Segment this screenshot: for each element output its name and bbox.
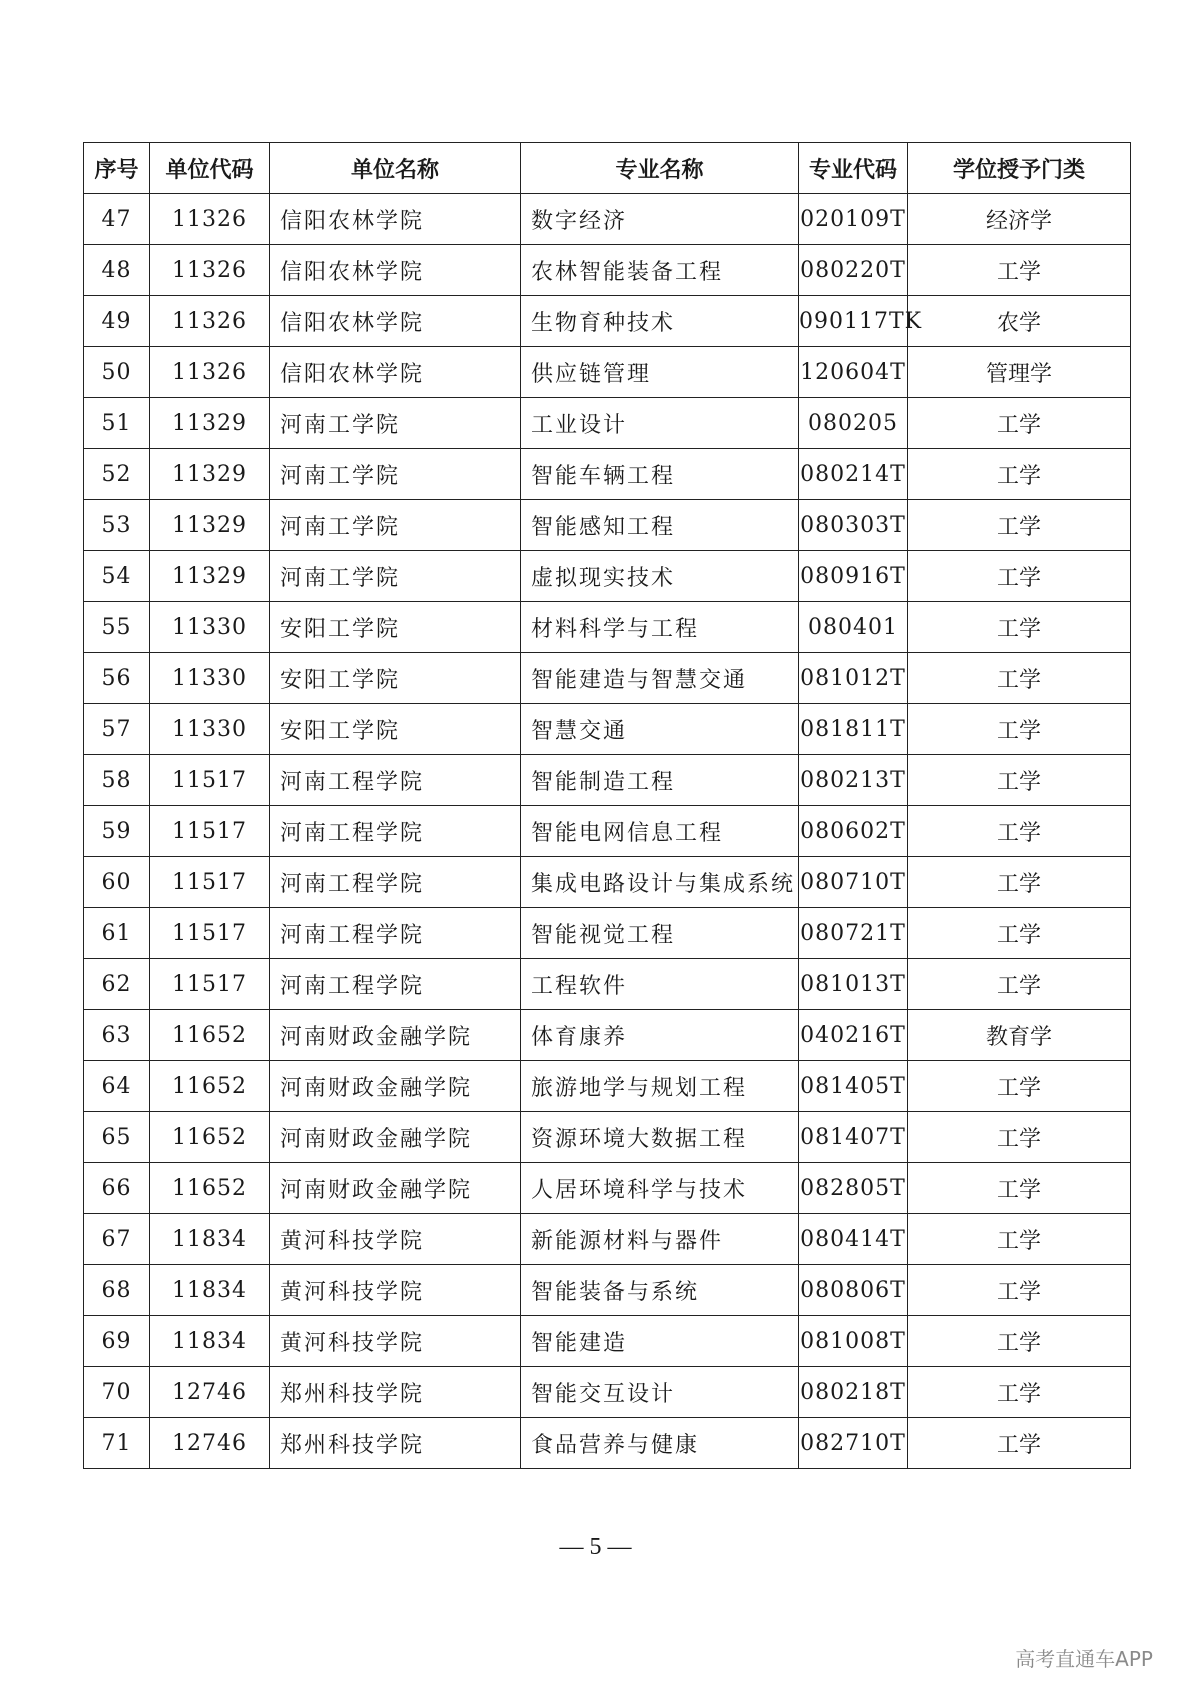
cell-index: 52 — [84, 449, 150, 500]
cell-unit-code: 11329 — [150, 449, 270, 500]
table-row — [84, 296, 1131, 347]
cell-unit-code: 11834 — [150, 1214, 270, 1265]
cell-unit-code: 11326 — [150, 296, 270, 347]
cell-major-code: 090117TK — [799, 296, 908, 347]
cell-unit-name: 河南工程学院 — [270, 857, 521, 908]
cell-unit-code: 11326 — [150, 245, 270, 296]
cell-index: 60 — [84, 857, 150, 908]
cell-unit-name: 黄河科技学院 — [270, 1316, 521, 1367]
cell-major-code: 120604T — [799, 347, 908, 398]
table-row — [84, 1316, 1131, 1367]
cell-degree-category: 工学 — [908, 1061, 1131, 1112]
cell-major-code: 081013T — [799, 959, 908, 1010]
cell-unit-name: 信阳农林学院 — [270, 296, 521, 347]
cell-major-code: 080401 — [799, 602, 908, 653]
cell-major-code: 081407T — [799, 1112, 908, 1163]
cell-major-code: 080806T — [799, 1265, 908, 1316]
cell-degree-category: 工学 — [908, 245, 1131, 296]
majors-table — [83, 142, 1131, 1469]
cell-degree-category: 工学 — [908, 653, 1131, 704]
table-row — [84, 194, 1131, 245]
cell-index: 59 — [84, 806, 150, 857]
cell-degree-category: 管理学 — [908, 347, 1131, 398]
table-row — [84, 551, 1131, 602]
cell-unit-name: 河南财政金融学院 — [270, 1112, 521, 1163]
cell-index: 70 — [84, 1367, 150, 1418]
cell-degree-category: 工学 — [908, 806, 1131, 857]
cell-unit-code: 11834 — [150, 1265, 270, 1316]
cell-major-code: 020109T — [799, 194, 908, 245]
table-row — [84, 908, 1131, 959]
cell-unit-name: 郑州科技学院 — [270, 1367, 521, 1418]
cell-index: 58 — [84, 755, 150, 806]
cell-unit-name: 河南工程学院 — [270, 755, 521, 806]
cell-unit-name: 河南财政金融学院 — [270, 1163, 521, 1214]
table-row — [84, 347, 1131, 398]
cell-unit-name: 郑州科技学院 — [270, 1418, 521, 1469]
cell-unit-code: 11652 — [150, 1163, 270, 1214]
cell-unit-name: 安阳工学院 — [270, 653, 521, 704]
cell-major-name: 农林智能装备工程 — [521, 245, 799, 296]
cell-unit-code: 11330 — [150, 704, 270, 755]
header-unit-code: 单位代码 — [150, 143, 270, 194]
table-row — [84, 806, 1131, 857]
table-row — [84, 857, 1131, 908]
cell-unit-code: 11326 — [150, 347, 270, 398]
table-row — [84, 959, 1131, 1010]
table-row — [84, 755, 1131, 806]
table-row — [84, 704, 1131, 755]
header-major-name: 专业名称 — [521, 143, 799, 194]
cell-degree-category: 工学 — [908, 1163, 1131, 1214]
cell-unit-code: 11517 — [150, 959, 270, 1010]
cell-major-code: 080721T — [799, 908, 908, 959]
table-row — [84, 398, 1131, 449]
cell-degree-category: 工学 — [908, 1316, 1131, 1367]
cell-unit-name: 河南财政金融学院 — [270, 1061, 521, 1112]
cell-index: 56 — [84, 653, 150, 704]
cell-index: 63 — [84, 1010, 150, 1061]
cell-major-name: 智能建造与智慧交通 — [521, 653, 799, 704]
cell-unit-code: 11326 — [150, 194, 270, 245]
cell-major-code: 081405T — [799, 1061, 908, 1112]
cell-major-code: 080710T — [799, 857, 908, 908]
cell-major-name: 人居环境科学与技术 — [521, 1163, 799, 1214]
cell-index: 53 — [84, 500, 150, 551]
table-row — [84, 1214, 1131, 1265]
cell-degree-category: 教育学 — [908, 1010, 1131, 1061]
table-row — [84, 1061, 1131, 1112]
cell-index: 69 — [84, 1316, 150, 1367]
cell-degree-category: 工学 — [908, 500, 1131, 551]
table-row — [84, 1010, 1131, 1061]
table-header-row — [84, 143, 1131, 194]
cell-unit-code: 12746 — [150, 1418, 270, 1469]
cell-unit-name: 河南工学院 — [270, 500, 521, 551]
cell-major-name: 智能电网信息工程 — [521, 806, 799, 857]
cell-index: 51 — [84, 398, 150, 449]
cell-major-code: 080218T — [799, 1367, 908, 1418]
cell-major-name: 智能装备与系统 — [521, 1265, 799, 1316]
header-degree-category: 学位授予门类 — [908, 143, 1131, 194]
table-row — [84, 245, 1131, 296]
cell-unit-code: 11517 — [150, 755, 270, 806]
cell-major-name: 智能交互设计 — [521, 1367, 799, 1418]
cell-major-name: 工业设计 — [521, 398, 799, 449]
cell-unit-code: 11517 — [150, 806, 270, 857]
cell-degree-category: 工学 — [908, 551, 1131, 602]
cell-index: 68 — [84, 1265, 150, 1316]
cell-major-code: 082805T — [799, 1163, 908, 1214]
cell-index: 62 — [84, 959, 150, 1010]
cell-major-name: 资源环境大数据工程 — [521, 1112, 799, 1163]
header-major-code: 专业代码 — [799, 143, 908, 194]
cell-major-name: 工程软件 — [521, 959, 799, 1010]
cell-major-code: 080213T — [799, 755, 908, 806]
table-row — [84, 1112, 1131, 1163]
cell-unit-code: 11652 — [150, 1112, 270, 1163]
cell-index: 67 — [84, 1214, 150, 1265]
table-row — [84, 653, 1131, 704]
cell-unit-name: 黄河科技学院 — [270, 1265, 521, 1316]
cell-major-code: 080602T — [799, 806, 908, 857]
cell-major-code: 080414T — [799, 1214, 908, 1265]
cell-major-name: 智能车辆工程 — [521, 449, 799, 500]
cell-major-code: 040216T — [799, 1010, 908, 1061]
cell-major-name: 生物育种技术 — [521, 296, 799, 347]
cell-degree-category: 工学 — [908, 908, 1131, 959]
cell-index: 66 — [84, 1163, 150, 1214]
cell-index: 71 — [84, 1418, 150, 1469]
cell-major-code: 081811T — [799, 704, 908, 755]
cell-major-name: 材料科学与工程 — [521, 602, 799, 653]
cell-major-name: 集成电路设计与集成系统 — [521, 857, 799, 908]
table-row — [84, 1367, 1131, 1418]
cell-unit-name: 河南工学院 — [270, 398, 521, 449]
cell-major-name: 供应链管理 — [521, 347, 799, 398]
cell-unit-code: 11652 — [150, 1061, 270, 1112]
cell-index: 61 — [84, 908, 150, 959]
cell-major-name: 体育康养 — [521, 1010, 799, 1061]
cell-major-name: 智能视觉工程 — [521, 908, 799, 959]
cell-unit-name: 河南工程学院 — [270, 806, 521, 857]
cell-unit-code: 11329 — [150, 551, 270, 602]
table-row — [84, 602, 1131, 653]
header-index: 序号 — [84, 143, 150, 194]
cell-unit-code: 11652 — [150, 1010, 270, 1061]
cell-degree-category: 工学 — [908, 398, 1131, 449]
table-row — [84, 1163, 1131, 1214]
cell-degree-category: 工学 — [908, 1265, 1131, 1316]
cell-major-name: 虚拟现实技术 — [521, 551, 799, 602]
cell-degree-category: 工学 — [908, 1418, 1131, 1469]
cell-unit-name: 信阳农林学院 — [270, 347, 521, 398]
cell-major-code: 080220T — [799, 245, 908, 296]
cell-index: 48 — [84, 245, 150, 296]
table-row — [84, 1265, 1131, 1316]
cell-unit-code: 12746 — [150, 1367, 270, 1418]
table-row — [84, 1418, 1131, 1469]
cell-degree-category: 工学 — [908, 704, 1131, 755]
cell-index: 55 — [84, 602, 150, 653]
cell-degree-category: 工学 — [908, 959, 1131, 1010]
cell-major-code: 080214T — [799, 449, 908, 500]
cell-major-code: 080205 — [799, 398, 908, 449]
cell-degree-category: 工学 — [908, 1214, 1131, 1265]
cell-degree-category: 工学 — [908, 1112, 1131, 1163]
table-row — [84, 449, 1131, 500]
cell-major-name: 食品营养与健康 — [521, 1418, 799, 1469]
cell-major-name: 数字经济 — [521, 194, 799, 245]
cell-unit-code: 11329 — [150, 398, 270, 449]
cell-unit-name: 黄河科技学院 — [270, 1214, 521, 1265]
page-number: — 5 — — [559, 1534, 632, 1560]
table-row — [84, 500, 1131, 551]
cell-unit-code: 11517 — [150, 857, 270, 908]
cell-degree-category: 工学 — [908, 857, 1131, 908]
cell-index: 64 — [84, 1061, 150, 1112]
cell-major-name: 智能建造 — [521, 1316, 799, 1367]
cell-index: 50 — [84, 347, 150, 398]
cell-unit-name: 河南工程学院 — [270, 908, 521, 959]
table-body — [84, 194, 1131, 1469]
cell-unit-code: 11517 — [150, 908, 270, 959]
cell-index: 57 — [84, 704, 150, 755]
cell-degree-category: 工学 — [908, 602, 1131, 653]
header-unit-name: 单位名称 — [270, 143, 521, 194]
cell-unit-code: 11834 — [150, 1316, 270, 1367]
cell-unit-name: 安阳工学院 — [270, 602, 521, 653]
cell-major-name: 智慧交通 — [521, 704, 799, 755]
cell-index: 54 — [84, 551, 150, 602]
cell-major-code: 081012T — [799, 653, 908, 704]
cell-degree-category: 农学 — [908, 296, 1131, 347]
cell-unit-name: 安阳工学院 — [270, 704, 521, 755]
cell-index: 47 — [84, 194, 150, 245]
cell-major-name: 旅游地学与规划工程 — [521, 1061, 799, 1112]
cell-major-name: 新能源材料与器件 — [521, 1214, 799, 1265]
cell-unit-name: 河南工学院 — [270, 449, 521, 500]
cell-unit-code: 11330 — [150, 653, 270, 704]
cell-unit-code: 11329 — [150, 500, 270, 551]
watermark: 高考直通车APP — [1015, 1647, 1153, 1671]
cell-unit-name: 河南工学院 — [270, 551, 521, 602]
cell-unit-name: 信阳农林学院 — [270, 194, 521, 245]
cell-major-code: 080916T — [799, 551, 908, 602]
cell-major-name: 智能感知工程 — [521, 500, 799, 551]
cell-degree-category: 工学 — [908, 1367, 1131, 1418]
cell-index: 49 — [84, 296, 150, 347]
cell-unit-code: 11330 — [150, 602, 270, 653]
cell-major-name: 智能制造工程 — [521, 755, 799, 806]
cell-unit-name: 河南工程学院 — [270, 959, 521, 1010]
cell-major-code: 082710T — [799, 1418, 908, 1469]
cell-major-code: 080303T — [799, 500, 908, 551]
cell-index: 65 — [84, 1112, 150, 1163]
cell-unit-name: 河南财政金融学院 — [270, 1010, 521, 1061]
cell-degree-category: 工学 — [908, 755, 1131, 806]
cell-degree-category: 经济学 — [908, 194, 1131, 245]
cell-unit-name: 信阳农林学院 — [270, 245, 521, 296]
cell-degree-category: 工学 — [908, 449, 1131, 500]
cell-major-code: 081008T — [799, 1316, 908, 1367]
